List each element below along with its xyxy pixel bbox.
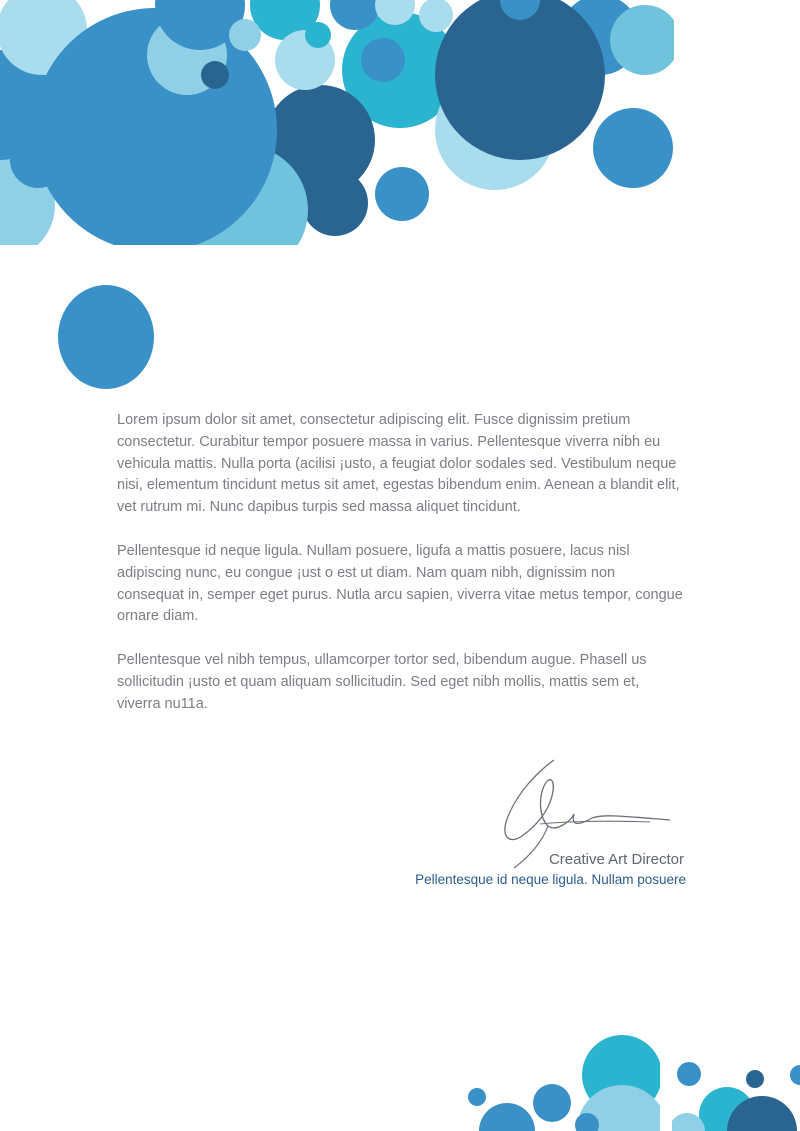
footer-bubble-art-right xyxy=(672,1030,800,1131)
paragraph-3: Pellentesque vel nibh tempus, ullamcorper tortor sed, bibendum augue. Phasell us sollicitudin ¡usto et quam aliquam sollicitudin. Sed eget nibh mollis, mattis sem et, viverra nu11a. xyxy=(117,652,647,712)
signature-subtitle: Pellentesque id neque ligula. Nullam posuere xyxy=(415,872,686,887)
letter-body xyxy=(117,410,683,738)
paragraph-2: Pellentesque id neque ligula. Nullam posuere, ligufa a mattis posuere, lacus nisl adipiscing nunc, eu congue ¡ust o est ut diam. Nam quam nibh, dignissim non consequat in, semper eget purus. Nutla arcu sapien, viverra vitae metus tempor, congue ornare diam. xyxy=(117,542,683,625)
header-bubble-art xyxy=(0,0,674,245)
accent-circle xyxy=(58,285,154,389)
paragraph-1: Lorem ipsum dolor sit amet, consectetur adipiscing elit. Fusce dignissim pretium consectetur. Curabitur tempor posuere massa in varius. Pellentesque viverra nibh eu vehicula mattis. Nulla porta (acilisi ¡usto, a feugiat dolor sodales sed. Vestibulum neque nisi, elementum tincidunt metus sit amet, egestas bibendum enim. Aenean a blandit elit, vet rutrum mi. Nunc dapibus turpis sed massa aliquet tincidunt. xyxy=(117,412,680,516)
signature-title: Creative Art Director xyxy=(548,851,684,868)
footer-bubble-art-left xyxy=(467,1030,660,1131)
